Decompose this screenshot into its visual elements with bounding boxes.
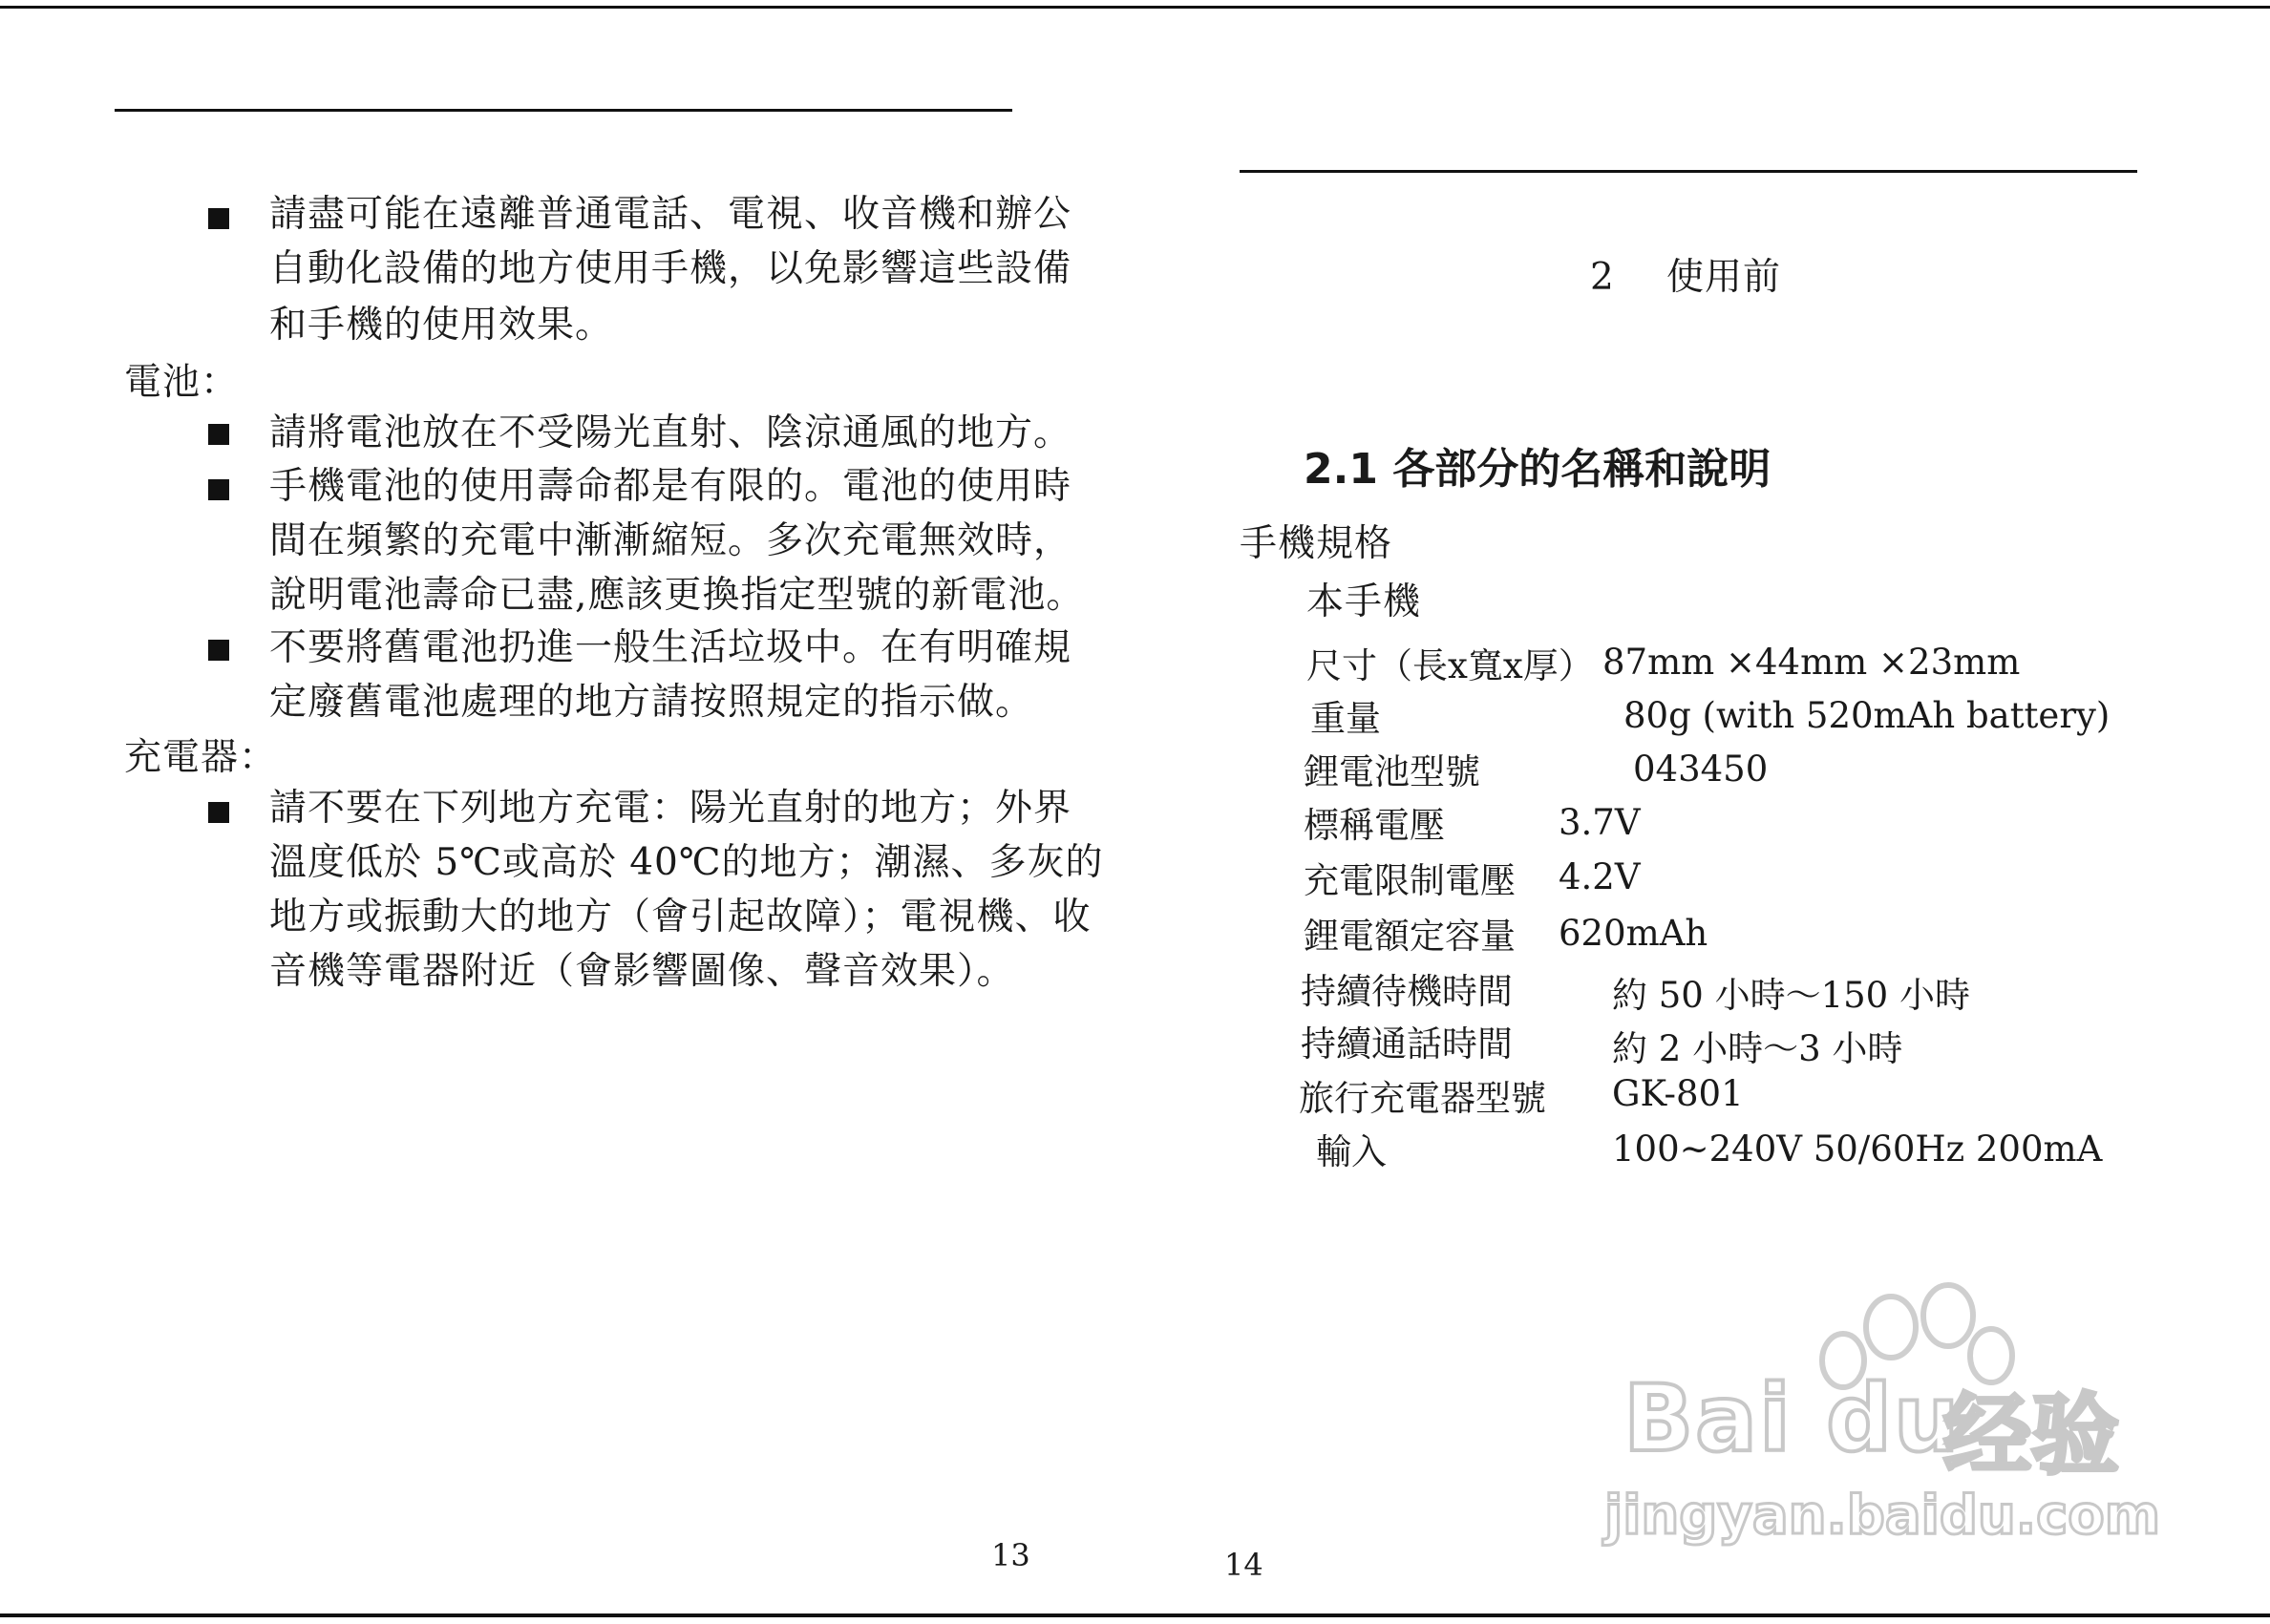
battery-bullet-line: 定廢舊電池處理的地方請按照規定的指示做。 (269, 681, 1034, 724)
battery-bullet-line: 手機電池的使用壽命都是有限的。電池的使用時 (269, 465, 1072, 508)
spec-value: 3.7V (1559, 802, 1641, 843)
bullet-square-icon (208, 479, 229, 500)
battery-bullet-line: 間在頻繁的充電中漸漸縮短。多次充電無效時， (269, 519, 1072, 562)
charger-bullet-line: 溫度低於 5℃或高於 40℃的地方；潮濕、多灰的 (269, 841, 1104, 884)
spec-heading: 手機規格 (1240, 522, 1393, 565)
right-header-rule (1240, 170, 2137, 173)
top-border-line (0, 6, 2270, 9)
left-header-rule (115, 109, 1012, 112)
right-page-number: 14 (1224, 1547, 1263, 1583)
spec-value: 043450 (1633, 749, 1769, 790)
spec-label: 重量 (1310, 698, 1381, 739)
spec-label: 充電限制電壓 (1304, 860, 1516, 901)
spec-subheading: 本手機 (1306, 580, 1422, 623)
spec-label: 持續待機時間 (1301, 971, 1513, 1012)
bullet-square-icon (208, 640, 229, 661)
watermark-brand: Bai du (1623, 1365, 1962, 1472)
watermark-cn: 经验 (1943, 1384, 2120, 1487)
section-title: 2.1 各部分的名稱和說明 (1304, 445, 1771, 494)
chapter-title: 使用前 (1666, 256, 1782, 299)
bullet-square-icon (208, 802, 229, 823)
charger-bullet-line: 地方或振動大的地方（會引起故障）；電視機、收 (269, 896, 1092, 939)
bullet-square-icon (208, 208, 229, 229)
spec-label: 鋰電額定容量 (1304, 916, 1516, 957)
chapter-number: 2 (1590, 256, 1615, 299)
spec-value: 80g (with 520mAh battery) (1623, 695, 2111, 736)
spec-label: 尺寸（長x寬x厚） (1306, 645, 1594, 686)
spec-label: 持續通話時間 (1301, 1023, 1513, 1065)
spec-label: 旅行充電器型號 (1299, 1078, 1546, 1119)
spec-value: 620mAh (1559, 913, 1708, 954)
charger-heading: 充電器： (124, 736, 278, 779)
baidu-watermark-logo (1604, 1270, 2161, 1575)
spec-value: 100~240V 50/60Hz 200mA (1612, 1128, 2103, 1170)
intro-bullet-line: 請盡可能在遠離普通電話、電視、收音機和辦公 (269, 193, 1072, 236)
battery-bullet-line: 說明電池壽命已盡,應該更換指定型號的新電池。 (269, 574, 1085, 617)
spec-value: 4.2V (1559, 856, 1641, 897)
intro-bullet-line: 和手機的使用效果。 (269, 304, 614, 347)
charger-bullet-line: 請不要在下列地方充電：陽光直射的地方；外界 (269, 787, 1072, 830)
battery-bullet-line: 不要將舊電池扔進一般生活垃圾中。在有明確規 (269, 626, 1072, 669)
battery-bullet-line: 請將電池放在不受陽光直射、陰涼通風的地方。 (269, 411, 1072, 454)
spec-label: 標稱電壓 (1304, 805, 1445, 846)
charger-bullet-line: 音機等電器附近（會影響圖像、聲音效果）。 (269, 950, 1015, 993)
watermark-url: jingyan.baidu.com (1604, 1485, 2161, 1547)
spec-label: 輸入 (1316, 1131, 1387, 1172)
spec-label: 鋰電池型號 (1304, 751, 1480, 792)
spec-value: 約 50 小時～150 小時 (1612, 975, 1970, 1016)
spec-value: GK-801 (1612, 1073, 1744, 1114)
battery-heading: 電池： (124, 361, 240, 404)
intro-bullet-line: 自動化設備的地方使用手機，以免影響這些設備 (269, 247, 1072, 290)
left-page-number: 13 (991, 1537, 1030, 1573)
bottom-border-line (0, 1613, 2270, 1617)
spec-value: 約 2 小時～3 小時 (1612, 1028, 1903, 1069)
bullet-square-icon (208, 424, 229, 445)
spec-value: 87mm ×44mm ×23mm (1602, 642, 2021, 683)
